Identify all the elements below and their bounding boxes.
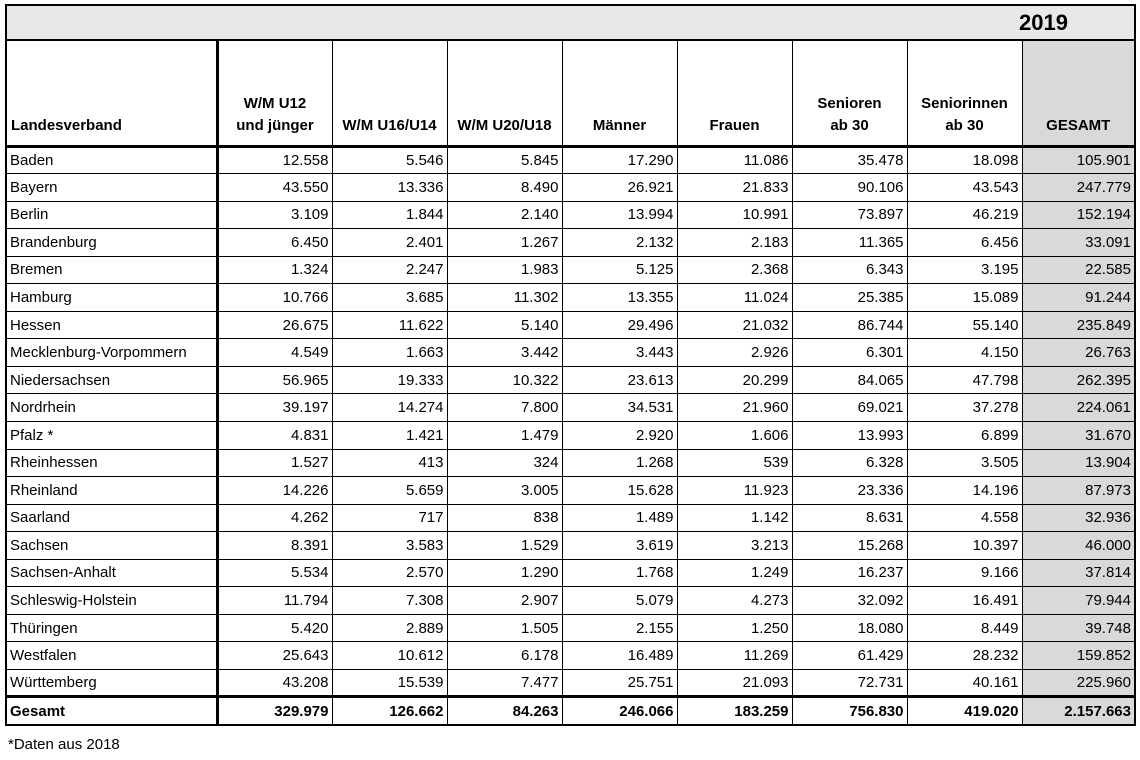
value-cell: 16.491 [907, 587, 1022, 615]
value-cell: 4.831 [217, 421, 332, 449]
row-label: Brandenburg [6, 229, 217, 257]
table-row [6, 256, 1135, 284]
value-cell: 13.993 [792, 421, 907, 449]
value-cell: 25.643 [217, 642, 332, 670]
total-cell: 84.263 [447, 697, 562, 725]
value-cell: 10.766 [217, 284, 332, 312]
value-cell: 3.619 [562, 532, 677, 560]
value-cell: 5.546 [332, 146, 447, 174]
value-cell: 1.142 [677, 504, 792, 532]
value-cell: 5.845 [447, 146, 562, 174]
value-cell: 69.021 [792, 394, 907, 422]
value-cell: 90.106 [792, 174, 907, 202]
table-row [6, 229, 1135, 257]
value-cell: 11.269 [677, 642, 792, 670]
value-cell: 1.983 [447, 256, 562, 284]
value-cell: 26.921 [562, 174, 677, 202]
header-senioren [792, 40, 907, 146]
row-label: Sachsen-Anhalt [6, 559, 217, 587]
row-total-cell: 224.061 [1022, 394, 1135, 422]
value-cell: 18.080 [792, 614, 907, 642]
table-body [6, 5, 1135, 725]
value-cell: 6.450 [217, 229, 332, 257]
value-cell: 18.098 [907, 146, 1022, 174]
value-cell: 3.505 [907, 449, 1022, 477]
value-cell: 86.744 [792, 311, 907, 339]
value-cell: 37.278 [907, 394, 1022, 422]
value-cell: 46.219 [907, 201, 1022, 229]
value-cell: 25.385 [792, 284, 907, 312]
table-row [6, 587, 1135, 615]
row-total-cell: 79.944 [1022, 587, 1135, 615]
value-cell: 1.249 [677, 559, 792, 587]
row-label: Schleswig-Holstein [6, 587, 217, 615]
value-cell: 29.496 [562, 311, 677, 339]
row-total-cell: 31.670 [1022, 421, 1135, 449]
table-row [6, 504, 1135, 532]
table-row [6, 559, 1135, 587]
value-cell: 8.631 [792, 504, 907, 532]
total-cell: 126.662 [332, 697, 447, 725]
value-cell: 43.208 [217, 669, 332, 697]
value-cell: 16.489 [562, 642, 677, 670]
table-row [6, 642, 1135, 670]
value-cell: 5.079 [562, 587, 677, 615]
table-row [6, 614, 1135, 642]
header-landesverband: Landesverband [6, 40, 217, 146]
table-row [6, 532, 1135, 560]
value-cell: 1.505 [447, 614, 562, 642]
row-label: Hamburg [6, 284, 217, 312]
value-cell: 4.273 [677, 587, 792, 615]
header-line: W/M U12 [243, 94, 307, 112]
value-cell: 1.267 [447, 229, 562, 257]
header-seniorinnen [907, 40, 1022, 146]
grand-total-cell: 2.157.663 [1022, 697, 1135, 725]
value-cell: 2.183 [677, 229, 792, 257]
header-frauen [677, 40, 792, 146]
header-line: W/M U16/U14 [342, 116, 437, 134]
header-line: Frauen [709, 116, 760, 134]
value-cell: 3.213 [677, 532, 792, 560]
value-cell: 6.456 [907, 229, 1022, 257]
value-cell: 19.333 [332, 366, 447, 394]
value-cell: 1.489 [562, 504, 677, 532]
header-line: ab 30 [945, 116, 984, 134]
value-cell: 11.365 [792, 229, 907, 257]
row-total-cell: 22.585 [1022, 256, 1135, 284]
value-cell: 13.336 [332, 174, 447, 202]
row-total-cell: 225.960 [1022, 669, 1135, 697]
value-cell: 6.301 [792, 339, 907, 367]
value-cell: 14.226 [217, 477, 332, 505]
row-label: Berlin [6, 201, 217, 229]
value-cell: 43.543 [907, 174, 1022, 202]
row-label: Mecklenburg-Vorpommern [6, 339, 217, 367]
row-total-cell: 39.748 [1022, 614, 1135, 642]
value-cell: 717 [332, 504, 447, 532]
value-cell: 8.391 [217, 532, 332, 560]
value-cell: 5.534 [217, 559, 332, 587]
row-total-cell: 235.849 [1022, 311, 1135, 339]
value-cell: 838 [447, 504, 562, 532]
value-cell: 324 [447, 449, 562, 477]
row-total-cell: 87.973 [1022, 477, 1135, 505]
header-u12 [217, 40, 332, 146]
value-cell: 11.024 [677, 284, 792, 312]
table-row [6, 311, 1135, 339]
value-cell: 13.994 [562, 201, 677, 229]
value-cell: 4.549 [217, 339, 332, 367]
row-total-cell: 33.091 [1022, 229, 1135, 257]
row-total-cell: 152.194 [1022, 201, 1135, 229]
row-label: Saarland [6, 504, 217, 532]
header-line: ab 30 [830, 116, 869, 134]
value-cell: 17.290 [562, 146, 677, 174]
header-line: Seniorinnen [921, 94, 1008, 112]
header-maenner [562, 40, 677, 146]
value-cell: 56.965 [217, 366, 332, 394]
value-cell: 5.125 [562, 256, 677, 284]
row-total-cell: 32.936 [1022, 504, 1135, 532]
value-cell: 10.397 [907, 532, 1022, 560]
value-cell: 3.005 [447, 477, 562, 505]
row-total-cell: 37.814 [1022, 559, 1135, 587]
statistics-sheet [5, 4, 1136, 753]
value-cell: 6.178 [447, 642, 562, 670]
value-cell: 5.140 [447, 311, 562, 339]
value-cell: 2.132 [562, 229, 677, 257]
value-cell: 73.897 [792, 201, 907, 229]
header-line: Männer [592, 116, 647, 134]
header-row [6, 40, 1135, 146]
value-cell: 21.960 [677, 394, 792, 422]
value-cell: 1.606 [677, 421, 792, 449]
value-cell: 2.155 [562, 614, 677, 642]
value-cell: 11.923 [677, 477, 792, 505]
membership-table [5, 4, 1136, 726]
value-cell: 35.478 [792, 146, 907, 174]
table-row [6, 669, 1135, 697]
value-cell: 1.529 [447, 532, 562, 560]
value-cell: 1.290 [447, 559, 562, 587]
value-cell: 11.302 [447, 284, 562, 312]
row-label: Bremen [6, 256, 217, 284]
table-row [6, 421, 1135, 449]
value-cell: 21.032 [677, 311, 792, 339]
table-row [6, 477, 1135, 505]
value-cell: 14.196 [907, 477, 1022, 505]
value-cell: 4.262 [217, 504, 332, 532]
total-cell: 183.259 [677, 697, 792, 725]
value-cell: 3.442 [447, 339, 562, 367]
value-cell: 5.420 [217, 614, 332, 642]
row-label: Niedersachsen [6, 366, 217, 394]
table-row [6, 284, 1135, 312]
row-label: Württemberg [6, 669, 217, 697]
total-label: Gesamt [6, 697, 217, 725]
value-cell: 15.628 [562, 477, 677, 505]
value-cell: 1.844 [332, 201, 447, 229]
value-cell: 23.336 [792, 477, 907, 505]
row-total-cell: 46.000 [1022, 532, 1135, 560]
header-line: und jünger [236, 116, 314, 134]
value-cell: 34.531 [562, 394, 677, 422]
value-cell: 1.324 [217, 256, 332, 284]
value-cell: 25.751 [562, 669, 677, 697]
table-row [6, 449, 1135, 477]
row-label: Pfalz * [6, 421, 217, 449]
value-cell: 8.490 [447, 174, 562, 202]
value-cell: 7.308 [332, 587, 447, 615]
value-cell: 15.089 [907, 284, 1022, 312]
table-row [6, 201, 1135, 229]
value-cell: 4.558 [907, 504, 1022, 532]
value-cell: 10.612 [332, 642, 447, 670]
value-cell: 11.086 [677, 146, 792, 174]
value-cell: 13.355 [562, 284, 677, 312]
value-cell: 2.926 [677, 339, 792, 367]
year-row [6, 5, 1135, 40]
row-label: Bayern [6, 174, 217, 202]
total-cell: 756.830 [792, 697, 907, 725]
value-cell: 21.093 [677, 669, 792, 697]
value-cell: 40.161 [907, 669, 1022, 697]
value-cell: 11.622 [332, 311, 447, 339]
value-cell: 2.920 [562, 421, 677, 449]
value-cell: 43.550 [217, 174, 332, 202]
value-cell: 14.274 [332, 394, 447, 422]
value-cell: 2.889 [332, 614, 447, 642]
value-cell: 3.195 [907, 256, 1022, 284]
row-total-cell: 91.244 [1022, 284, 1135, 312]
value-cell: 32.092 [792, 587, 907, 615]
table-row [6, 174, 1135, 202]
table-row [6, 394, 1135, 422]
header-line: GESAMT [1046, 116, 1111, 134]
value-cell: 26.675 [217, 311, 332, 339]
value-cell: 6.899 [907, 421, 1022, 449]
value-cell: 3.443 [562, 339, 677, 367]
row-label: Nordrhein [6, 394, 217, 422]
row-total-cell: 13.904 [1022, 449, 1135, 477]
value-cell: 15.539 [332, 669, 447, 697]
row-label: Westfalen [6, 642, 217, 670]
row-total-cell: 105.901 [1022, 146, 1135, 174]
value-cell: 1.250 [677, 614, 792, 642]
value-cell: 10.991 [677, 201, 792, 229]
value-cell: 1.663 [332, 339, 447, 367]
value-cell: 61.429 [792, 642, 907, 670]
value-cell: 7.477 [447, 669, 562, 697]
table-row [6, 146, 1135, 174]
row-label: Rheinhessen [6, 449, 217, 477]
table-row [6, 339, 1135, 367]
value-cell: 2.401 [332, 229, 447, 257]
value-cell: 84.065 [792, 366, 907, 394]
value-cell: 55.140 [907, 311, 1022, 339]
value-cell: 3.685 [332, 284, 447, 312]
value-cell: 1.479 [447, 421, 562, 449]
header-line: Senioren [817, 94, 882, 112]
row-label: Hessen [6, 311, 217, 339]
value-cell: 4.150 [907, 339, 1022, 367]
value-cell: 3.583 [332, 532, 447, 560]
row-label: Baden [6, 146, 217, 174]
value-cell: 2.247 [332, 256, 447, 284]
row-total-cell: 247.779 [1022, 174, 1135, 202]
value-cell: 7.800 [447, 394, 562, 422]
row-total-cell: 26.763 [1022, 339, 1135, 367]
table-row [6, 366, 1135, 394]
total-cell: 246.066 [562, 697, 677, 725]
value-cell: 2.368 [677, 256, 792, 284]
header-u20-u18 [447, 40, 562, 146]
total-cell: 419.020 [907, 697, 1022, 725]
row-label: Thüringen [6, 614, 217, 642]
value-cell: 21.833 [677, 174, 792, 202]
header-line: W/M U20/U18 [457, 116, 552, 134]
value-cell: 1.527 [217, 449, 332, 477]
value-cell: 12.558 [217, 146, 332, 174]
value-cell: 8.449 [907, 614, 1022, 642]
value-cell: 11.794 [217, 587, 332, 615]
value-cell: 1.421 [332, 421, 447, 449]
row-total-cell: 159.852 [1022, 642, 1135, 670]
row-total-cell: 262.395 [1022, 366, 1135, 394]
value-cell: 1.268 [562, 449, 677, 477]
row-label: Rheinland [6, 477, 217, 505]
total-row [6, 697, 1135, 725]
total-cell: 329.979 [217, 697, 332, 725]
row-label: Sachsen [6, 532, 217, 560]
value-cell: 16.237 [792, 559, 907, 587]
value-cell: 23.613 [562, 366, 677, 394]
value-cell: 39.197 [217, 394, 332, 422]
value-cell: 9.166 [907, 559, 1022, 587]
value-cell: 72.731 [792, 669, 907, 697]
value-cell: 2.907 [447, 587, 562, 615]
value-cell: 47.798 [907, 366, 1022, 394]
value-cell: 3.109 [217, 201, 332, 229]
value-cell: 1.768 [562, 559, 677, 587]
value-cell: 15.268 [792, 532, 907, 560]
header-u16-u14 [332, 40, 447, 146]
value-cell: 6.328 [792, 449, 907, 477]
value-cell: 20.299 [677, 366, 792, 394]
footnote: *Daten aus 2018 [8, 736, 120, 753]
year-label: 2019 [6, 5, 1135, 40]
value-cell: 539 [677, 449, 792, 477]
value-cell: 5.659 [332, 477, 447, 505]
header-gesamt [1022, 40, 1135, 146]
value-cell: 2.570 [332, 559, 447, 587]
value-cell: 10.322 [447, 366, 562, 394]
value-cell: 28.232 [907, 642, 1022, 670]
value-cell: 413 [332, 449, 447, 477]
value-cell: 6.343 [792, 256, 907, 284]
value-cell: 2.140 [447, 201, 562, 229]
